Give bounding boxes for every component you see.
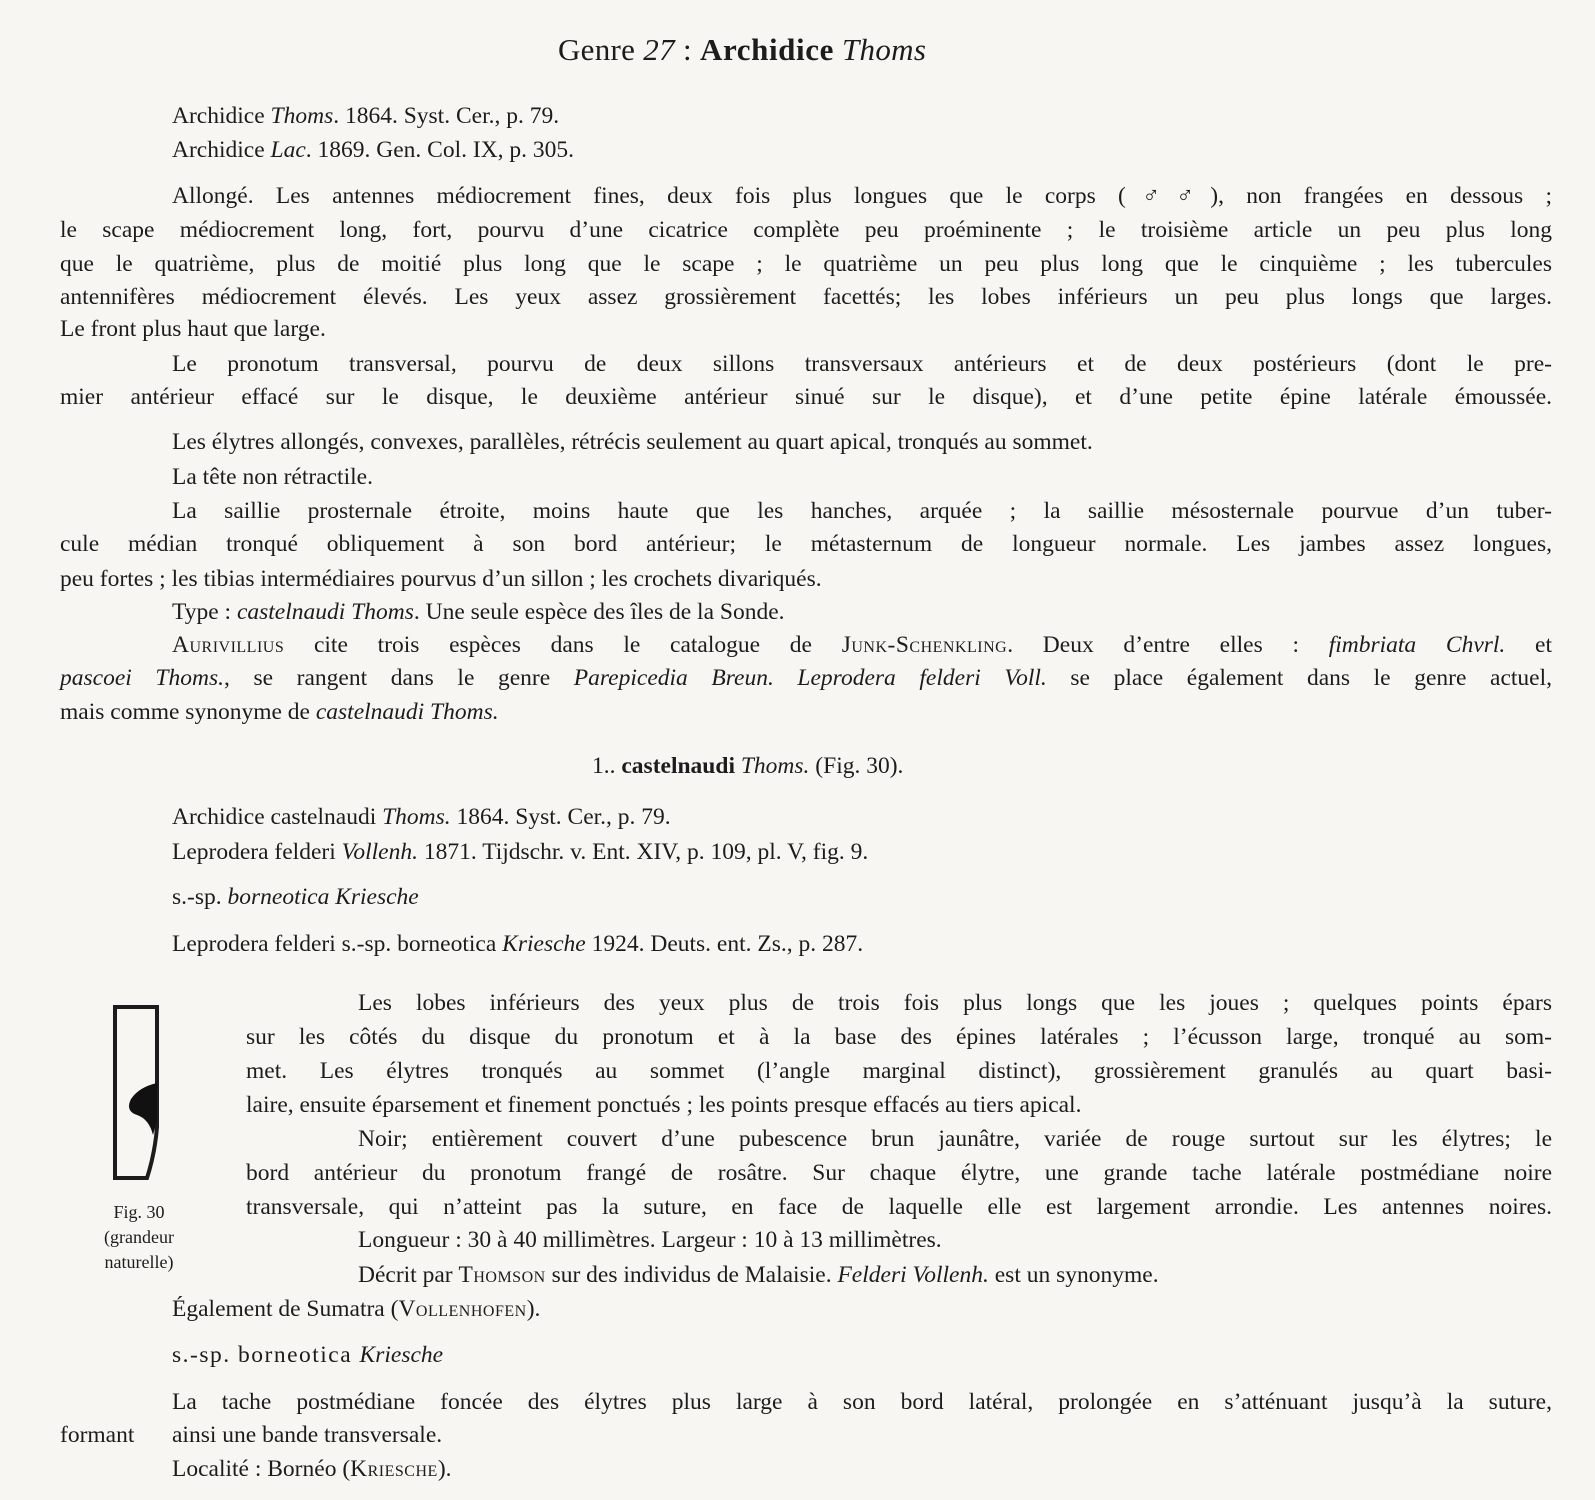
title-colon: :: [682, 32, 692, 67]
genus-author: Thoms: [842, 32, 927, 67]
desc-p4: La tête non rétractile.: [172, 464, 373, 490]
subspecies-label-1: [172, 881, 419, 915]
text-run: Archidice castelnaudi: [172, 804, 383, 830]
author-name: Aurivillius: [172, 632, 285, 658]
desc-p2-line: mier antérieur effacé sur le disque, le deuxième antérieur sinué sur le disque), et d’une petite épine latérale émoussée.: [60, 384, 1552, 410]
text-run: Également de Sumatra (: [172, 1296, 399, 1322]
text-run: Leprodera felderi: [172, 839, 342, 865]
ref-author: Thoms: [270, 103, 334, 129]
figure-caption-3: naturelle): [104, 1252, 174, 1272]
species-desc-line: met. Les élytres tronqués au sommet (l’angle marginal distinct), grossièrement granulés au quart basi-: [246, 1058, 1552, 1084]
text-run: ).: [526, 1296, 541, 1322]
species-color-line: bord antérieur du pronotum frangé de rosâtre. Sur chaque élytre, une grande tache latérale postmédiane noire: [246, 1160, 1552, 1186]
aurivillius-line-2: [60, 662, 1552, 696]
ref-name: Archidice: [172, 103, 265, 129]
reference-2: [172, 134, 574, 168]
author-name: Vollenhofen: [398, 1296, 527, 1322]
catalogue-name: Junk-Schenkling: [841, 632, 1008, 658]
type-species: castelnaudi Thoms: [236, 599, 414, 625]
species-desc-line: Les lobes inférieurs des yeux plus de trois fois plus longs que les joues ; quelques points épars: [358, 990, 1552, 1016]
aurivillius-line-3: [60, 696, 1552, 730]
text-run: Leprodera felderi s.-sp. borneotica: [172, 931, 503, 957]
species-thomson: [358, 1259, 1159, 1293]
text-run: , se rangent dans le genre: [223, 665, 574, 691]
text-run: cite trois espèces dans le catalogue de: [284, 632, 842, 658]
text-run: ).: [437, 1456, 452, 1482]
text-run: . Deux d’entre elles :: [1007, 632, 1329, 658]
ref-citation: . 1869. Gen. Col. IX, p. 305.: [305, 137, 575, 163]
desc-p5-line: peu fortes ; les tibias intermédiaires pourvus d’un sillon ; les crochets divariqués.: [60, 566, 822, 592]
text-run: 1864. Syst. Cer., p. 79.: [450, 804, 671, 830]
ref-name: Archidice: [172, 137, 265, 163]
author-abbrev: Vollenh.: [341, 839, 418, 865]
species-desc-line: sur les côtés du disque du pronotum et à la base des épines latérales ; l’écusson large, tronqué au som-: [246, 1024, 1552, 1050]
genus-reference: Parepicedia Breun. Leprodera felderi Voll.: [573, 665, 1047, 691]
text-run: mais comme synonyme de: [60, 699, 316, 725]
title-number: 27: [643, 32, 675, 67]
text-run: se place également dans le genre actuel,: [1046, 665, 1552, 691]
species-name: castelnaudi Thoms.: [315, 699, 499, 725]
title-prefix: Genre: [558, 32, 636, 67]
desc-p1-line: le scape médiocrement long, fort, pourvu d’une cicatrice complète peu proéminente ; le troisième article un peu plus long: [60, 217, 1552, 243]
author-abbrev: Kriesche: [502, 931, 586, 957]
species-name: pascoei Thoms.: [60, 665, 224, 691]
subspecies-label: s.-sp. borneotica: [172, 1342, 353, 1368]
text-run: et: [1505, 632, 1552, 658]
author-name: Thomson: [458, 1262, 546, 1288]
subspecies-name: borneotica Kriesche: [227, 884, 419, 910]
desc-p2-line: Le pronotum transversal, pourvu de deux sillons transversaux antérieurs et de deux postérieurs (dont le pre-: [172, 351, 1552, 377]
species-synonym-1: [172, 801, 671, 835]
desc-p5-line: La saillie prosternale étroite, moins haute que les hanches, arquée ; la saillie mésosternale pourvue d’un tuber-: [172, 498, 1552, 524]
reference-1: [172, 100, 559, 134]
subspecies-heading: [172, 1339, 443, 1373]
type-label: Type :: [172, 599, 232, 625]
text-run: sur des individus de Malaisie.: [545, 1262, 838, 1288]
type-line: [172, 596, 785, 630]
subspecies-desc-line-2b: ainsi une bande transversale.: [172, 1422, 443, 1448]
text-run: Décrit par: [358, 1262, 459, 1288]
text-run: s.-sp.: [172, 884, 222, 910]
desc-p1-line: Le front plus haut que large.: [60, 316, 326, 342]
figure-caption-1: Fig. 30: [113, 1202, 165, 1222]
ref-author: Lac: [270, 137, 306, 163]
text-run: 1924. Deuts. ent. Zs., p. 287.: [585, 931, 864, 957]
desc-p1-line: antennifères médiocrement élevés. Les yeux assez grossièrement facettés; les lobes inférieurs un peu plus longs que larges.: [60, 284, 1552, 310]
subspecies-locality: [172, 1453, 452, 1487]
desc-p3: Les élytres allongés, convexes, parallèles, rétrécis seulement au quart apical, tronqués au sommet.: [172, 429, 1093, 455]
desc-p1-line: Allongé. Les antennes médiocrement fines, deux fois plus longues que le corps (♂♂), non frangées en dessous ;: [172, 183, 1552, 209]
subspecies-desc-line-1: La tache postmédiane foncée des élytres plus large à son bord latéral, prolongée en s’atténuant jusqu’à la suture,: [172, 1389, 1552, 1415]
text-run: Localité : Bornéo (: [172, 1456, 351, 1482]
species-number: 1..: [592, 753, 616, 779]
text-run: est un synonyme.: [988, 1262, 1159, 1288]
figure-ref: (Fig. 30).: [815, 753, 904, 779]
author-abbrev: Thoms.: [382, 804, 451, 830]
species-heading: [592, 750, 903, 784]
page-title: [558, 30, 926, 70]
species-size: Longueur : 30 à 40 millimètres. Largeur : 10 à 13 millimètres.: [358, 1227, 942, 1253]
ref-citation: . 1864. Syst. Cer., p. 79.: [333, 103, 560, 129]
species-synonym-2: [172, 836, 868, 870]
genus-name: Archidice: [699, 32, 834, 67]
species-name: fimbriata Chvrl.: [1328, 632, 1506, 658]
figure-caption-2: (grandeur: [104, 1227, 174, 1247]
elytron-figure-image: [95, 1003, 205, 1183]
subspecies-desc-line-2a: formant: [60, 1422, 135, 1448]
species-name: castelnaudi: [621, 753, 735, 779]
subspecies-author: Kriesche: [359, 1342, 444, 1368]
desc-p1-line: que le quatrième, plus de moitié plus long que le scape ; le quatrième un peu plus long que le cinquième ; les tubercules: [60, 251, 1552, 277]
type-rest: . Une seule espèce des îles de la Sonde.: [413, 599, 785, 625]
species-color-line: transversale, qui n’atteint pas la suture, en face de laquelle elle est largement arrondie. Les antennes noires.: [246, 1194, 1552, 1220]
species-color-line: Noir; entièrement couvert d’une pubescence brun jaunâtre, variée de rouge surtout sur les élytres; le: [358, 1126, 1552, 1152]
species-desc-line: laire, ensuite éparsement et finement ponctués ; les points presque effacés au tiers apical.: [246, 1092, 1082, 1118]
desc-p5-line: cule médian tronqué obliquement à son bord antérieur; le métasternum de longueur normale. Les jambes assez longues,: [60, 531, 1552, 557]
author-name: Kriesche: [350, 1456, 438, 1482]
text-run: 1871. Tijdschr. v. Ent. XIV, p. 109, pl. V, fig. 9.: [418, 839, 869, 865]
species-sumatra: [172, 1293, 540, 1327]
subspecies-reference: [172, 928, 863, 962]
species-author: Thoms.: [740, 753, 810, 779]
aurivillius-line-1: [172, 629, 1552, 663]
species-name: Felderi Vollenh.: [837, 1262, 989, 1288]
